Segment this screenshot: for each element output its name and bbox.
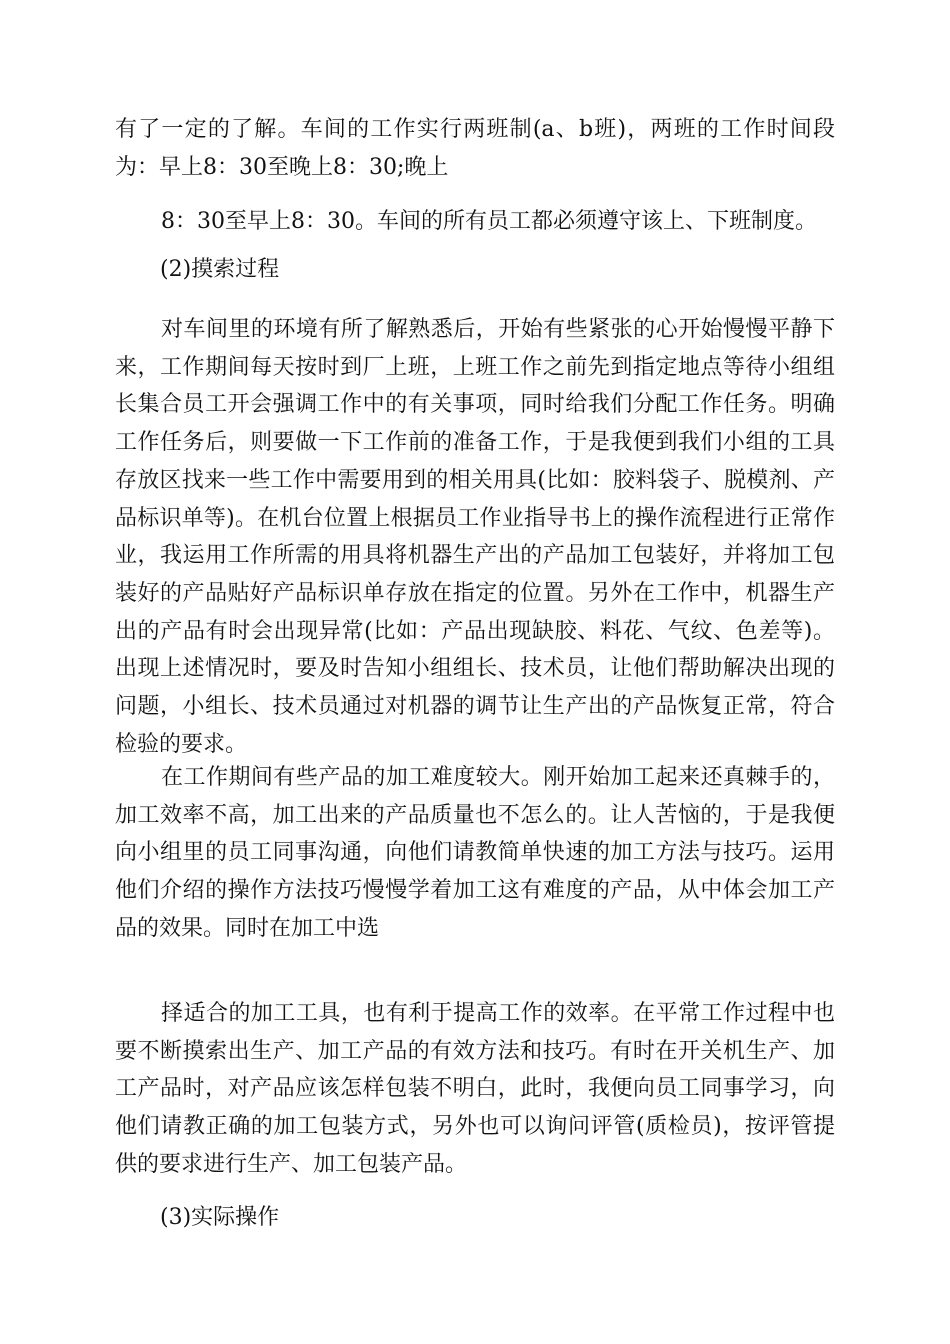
paragraph-exploration-process: 对车间里的环境有所了解熟悉后，开始有些紧张的心开始慢慢平静下来，工作期间每天按时到厂上班，上班工作之前先到指定地点等待小组组长集合员工开会强调工作中的有关事项，同时给我们分配工作任务。明确工作任务后，则要做一下工作前的准备工作，于是我便到我们小组的工具存放区找来一些工作中需要用到的相关用具(比如：胶料袋子、脱模剂、产品标识单等)。在机台位置上根据员工作业指导书上的操作流程进行正常作业，我运用工作所需的用具将机器生产出的产品加工包装好，并将加工包装好的产品贴好产品标识单存放在指定的位置。另外在工作中，机器生产出的产品有时会出现异常(比如：产品出现缺胶、料花、气纹、色差等)。出现上述情况时，要及时告知小组组长、技术员，让他们帮助解决出现的问题，小组长、技术员通过对机器的调节让生产出的产品恢复正常，符合检验的要求。: [115, 317, 835, 757]
paragraph-shift-rule: 8：30至早上8：30。车间的所有员工都必须遵守该上、下班制度。: [161, 209, 817, 234]
paragraph-processing-difficulty: 在工作期间有些产品的加工难度较大。刚开始加工起来还真棘手的，加工效率不高，加工出来的产品质量也不怎么的。让人苦恼的，于是我便向小组里的员工同事沟通，向他们请教简单快速的加工方法与技巧。运用他们介绍的操作方法技巧慢慢学着加工这有难度的产品，从中体会加工产品的效果。同时在加工中选: [115, 765, 835, 941]
section-heading-practice: (3)实际操作: [160, 1205, 280, 1230]
section-heading-exploration: (2)摸索过程: [160, 257, 280, 282]
paragraph-tool-selection: 择适合的加工工具，也有利于提高工作的效率。在平常工作过程中也要不断摸索出生产、加工产品的有效方法和技巧。有时在开关机生产、加工产品时，对产品应该怎样包装不明白，此时，我便向员工同事学习，向他们请教正确的加工包装方式，另外也可以询问评管(质检员)，按评管提供的要求进行生产、加工包装产品。: [115, 1001, 835, 1177]
paragraph-shift-schedule: 有了一定的了解。车间的工作实行两班制(a、b班)，两班的工作时间段为：早上8：30至晚上8：30;晚上: [115, 117, 835, 180]
